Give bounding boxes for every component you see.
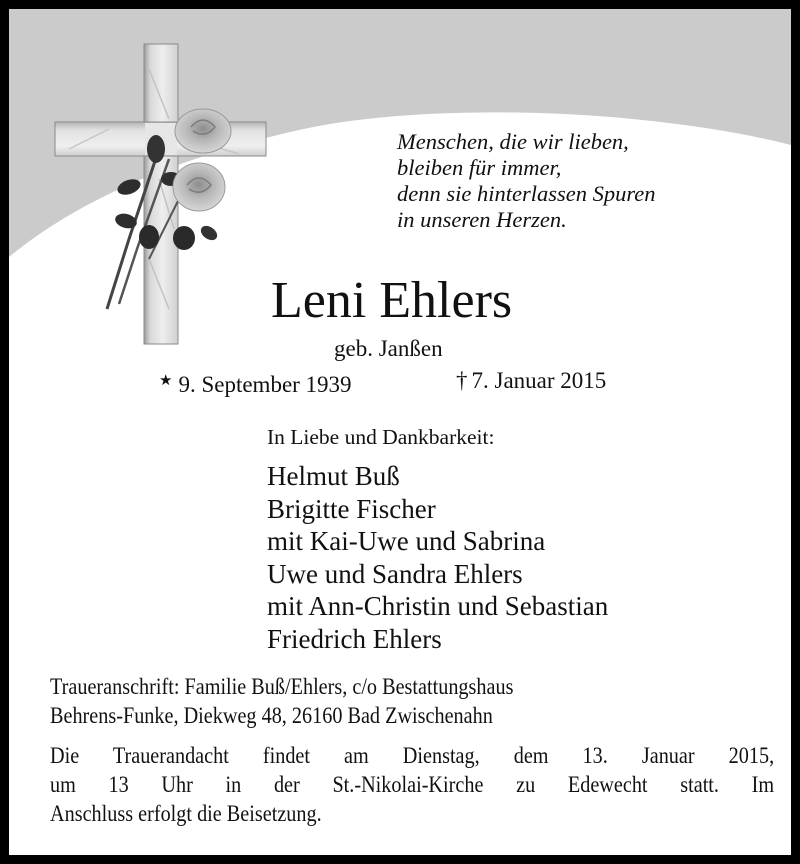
death-date: 7. Januar 2015	[471, 368, 607, 393]
birth-date-line	[159, 367, 352, 399]
mourners-list	[267, 460, 608, 655]
service-line: Die Trauerandacht findet am Dienstag, dem 13. Januar 2015,	[50, 743, 775, 769]
mourner-name: mit Ann-Christin und Sebastian	[267, 591, 609, 621]
mourner-name: Uwe und Sandra Ehlers	[267, 558, 523, 589]
birth-date: 9. September 1939	[178, 372, 352, 397]
mourner-name: Friedrich Ehlers	[267, 623, 442, 654]
mourner-name: Brigitte Fischer	[267, 493, 436, 524]
address-line: Traueranschrift: Familie Buß/Ehlers, c/o Bestattungshaus	[50, 674, 514, 700]
star-icon: ★	[159, 373, 173, 389]
poem-line: bleiben für immer,	[397, 155, 562, 180]
death-date-line	[456, 367, 606, 395]
poem-line: denn sie hinterlassen Spuren	[397, 181, 656, 206]
mourning-address	[50, 673, 513, 731]
poem-line: in unseren Herzen.	[397, 207, 567, 232]
service-line: um 13 Uhr in der St.-Nikolai-Kirche zu Edewecht statt. Im	[50, 772, 775, 798]
address-line: Behrens-Funke, Diekweg 48, 26160 Bad Zwischenahn	[50, 703, 493, 729]
service-details	[50, 742, 774, 829]
service-line: Anschluss erfolgt die Beisetzung.	[50, 801, 322, 827]
deceased-name: Leni Ehlers	[271, 272, 513, 329]
maiden-name: geb. Janßen	[334, 336, 443, 361]
obituary-notice	[9, 9, 791, 855]
mourner-name: mit Kai-Uwe und Sabrina	[267, 526, 546, 556]
poem-line: Menschen, die wir lieben,	[397, 129, 629, 154]
mourners-intro: In Liebe und Dankbarkeit:	[267, 425, 495, 449]
memorial-poem	[397, 129, 656, 233]
dagger-icon: †	[456, 368, 468, 393]
mourner-name: Helmut Buß	[267, 461, 400, 491]
